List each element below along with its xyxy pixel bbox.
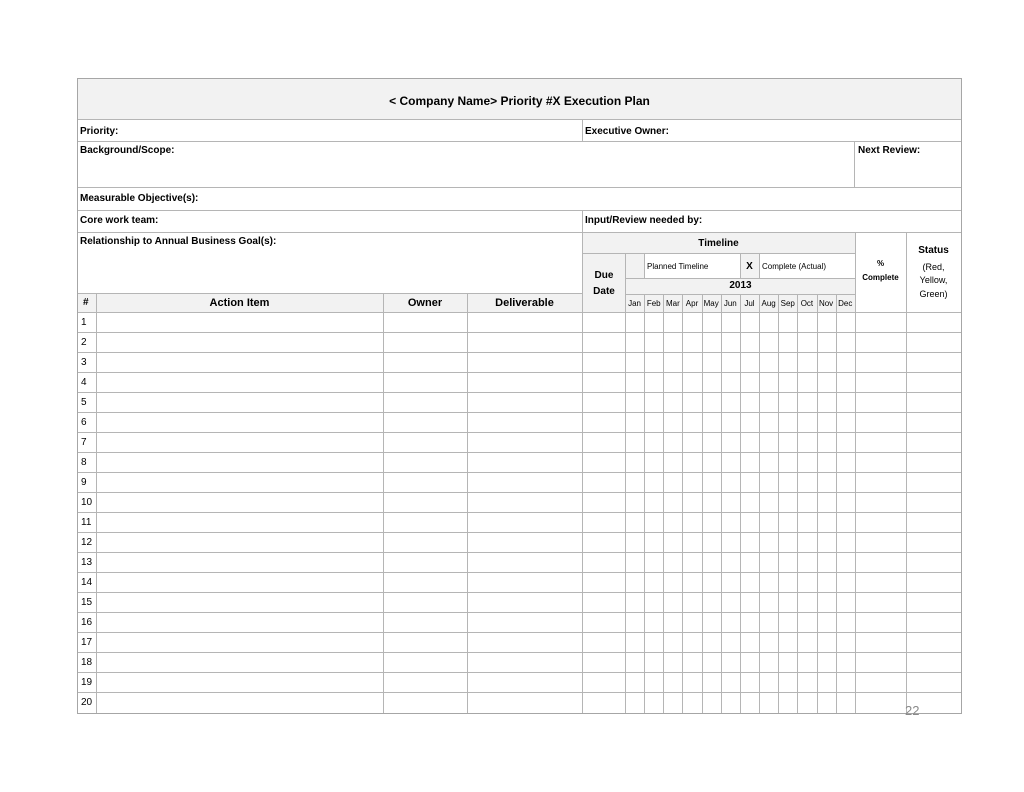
row-number: 6 bbox=[81, 417, 87, 428]
rule bbox=[78, 293, 582, 294]
rule bbox=[582, 119, 583, 141]
row-rule bbox=[78, 492, 961, 493]
page-title: < Company Name> Priority #X Execution Plan bbox=[389, 94, 650, 108]
month-label: Jul bbox=[744, 299, 755, 308]
row-rule bbox=[78, 432, 961, 433]
timeline-year: 2013 bbox=[729, 280, 752, 291]
complete-actual-legend: Complete (Actual) bbox=[762, 262, 827, 271]
rule bbox=[644, 253, 645, 278]
due-header: Due bbox=[594, 270, 614, 281]
row-number: 7 bbox=[81, 437, 87, 448]
row-number: 5 bbox=[81, 397, 87, 408]
month-label: Sep bbox=[780, 299, 795, 308]
deliverable-header: Deliverable bbox=[495, 297, 554, 309]
row-number: 14 bbox=[81, 577, 93, 588]
row-number: 15 bbox=[81, 597, 93, 608]
date-header: Date bbox=[593, 286, 615, 297]
row-rule bbox=[78, 672, 961, 673]
month-label: Aug bbox=[761, 299, 776, 308]
core-work-team-label: Core work team: bbox=[80, 215, 159, 226]
column-rule bbox=[778, 294, 779, 713]
month-label: May bbox=[703, 299, 719, 308]
page-number: 22 bbox=[905, 703, 920, 718]
row-number: 12 bbox=[81, 537, 93, 548]
row-rule bbox=[78, 592, 961, 593]
row-rule bbox=[78, 612, 961, 613]
complete-header: Complete bbox=[862, 273, 899, 282]
row-rule bbox=[78, 632, 961, 633]
column-rule bbox=[383, 293, 384, 713]
rule bbox=[854, 141, 855, 187]
priority-label: Priority: bbox=[80, 126, 119, 137]
row-number: 16 bbox=[81, 617, 93, 628]
column-rule bbox=[759, 294, 760, 713]
column-rule bbox=[644, 294, 645, 713]
row-number: 8 bbox=[81, 457, 87, 468]
month-label: Apr bbox=[685, 299, 699, 308]
rule bbox=[759, 253, 760, 278]
row-rule bbox=[78, 692, 961, 693]
row-rule bbox=[78, 352, 961, 353]
row-number: 17 bbox=[81, 637, 93, 648]
rule bbox=[78, 210, 961, 211]
relationship-label: Relationship to Annual Business Goal(s): bbox=[80, 236, 277, 247]
status-sub-red: (Red, bbox=[922, 262, 945, 272]
row-number: 9 bbox=[81, 477, 87, 488]
planned-timeline-legend: Planned Timeline bbox=[647, 262, 709, 271]
month-label: Jun bbox=[723, 299, 737, 308]
month-label: Dec bbox=[838, 299, 853, 308]
rule bbox=[78, 312, 961, 313]
next-review-label: Next Review: bbox=[858, 145, 921, 156]
row-rule bbox=[78, 532, 961, 533]
column-rule bbox=[625, 253, 626, 713]
rule bbox=[78, 232, 961, 233]
column-rule bbox=[663, 294, 664, 713]
x-legend-mark: X bbox=[746, 261, 753, 272]
column-rule bbox=[836, 294, 837, 713]
row-rule bbox=[78, 472, 961, 473]
row-rule bbox=[78, 372, 961, 373]
row-rule bbox=[78, 572, 961, 573]
column-rule bbox=[682, 294, 683, 713]
rule bbox=[625, 278, 855, 279]
executive-owner-label: Executive Owner: bbox=[585, 126, 669, 137]
column-rule bbox=[721, 294, 722, 713]
column-rule bbox=[797, 294, 798, 713]
measurable-objectives-label: Measurable Objective(s): bbox=[80, 193, 199, 204]
row-number: 3 bbox=[81, 357, 87, 368]
timeline-title: Timeline bbox=[698, 238, 739, 249]
action-item-header: Action Item bbox=[209, 297, 270, 309]
row-number: 18 bbox=[81, 657, 93, 668]
row-rule bbox=[78, 552, 961, 553]
month-label: Nov bbox=[818, 299, 834, 308]
rule bbox=[582, 253, 855, 254]
number-header: # bbox=[83, 297, 89, 308]
month-label: Mar bbox=[665, 299, 680, 308]
row-number: 10 bbox=[81, 497, 93, 508]
row-number: 1 bbox=[81, 317, 87, 328]
column-rule bbox=[96, 293, 97, 713]
month-label: Oct bbox=[800, 299, 814, 308]
row-rule bbox=[78, 412, 961, 413]
row-number: 19 bbox=[81, 677, 93, 688]
column-rule bbox=[817, 294, 818, 713]
month-label: Feb bbox=[646, 299, 661, 308]
row-number: 2 bbox=[81, 337, 87, 348]
status-sub-yellow: Yellow, bbox=[919, 275, 948, 285]
row-number: 20 bbox=[81, 697, 93, 708]
status-header: Status bbox=[918, 245, 949, 256]
rule bbox=[78, 119, 961, 120]
rule bbox=[582, 210, 583, 232]
row-rule bbox=[78, 452, 961, 453]
row-number: 13 bbox=[81, 557, 93, 568]
owner-header: Owner bbox=[407, 297, 443, 309]
row-rule bbox=[78, 392, 961, 393]
row-number: 11 bbox=[81, 517, 92, 528]
rule bbox=[78, 187, 961, 188]
row-rule bbox=[78, 512, 961, 513]
status-sub-green: Green) bbox=[919, 289, 948, 299]
column-rule bbox=[740, 294, 741, 713]
column-rule bbox=[467, 293, 468, 713]
row-rule bbox=[78, 332, 961, 333]
percent-header: % bbox=[876, 259, 885, 268]
row-number: 4 bbox=[81, 377, 87, 388]
plan-frame bbox=[77, 78, 962, 714]
column-rule bbox=[702, 294, 703, 713]
background-scope-label: Background/Scope: bbox=[80, 145, 175, 156]
rule bbox=[78, 141, 961, 142]
input-review-label: Input/Review needed by: bbox=[585, 215, 703, 226]
month-label: Jan bbox=[628, 299, 642, 308]
row-rule bbox=[78, 652, 961, 653]
